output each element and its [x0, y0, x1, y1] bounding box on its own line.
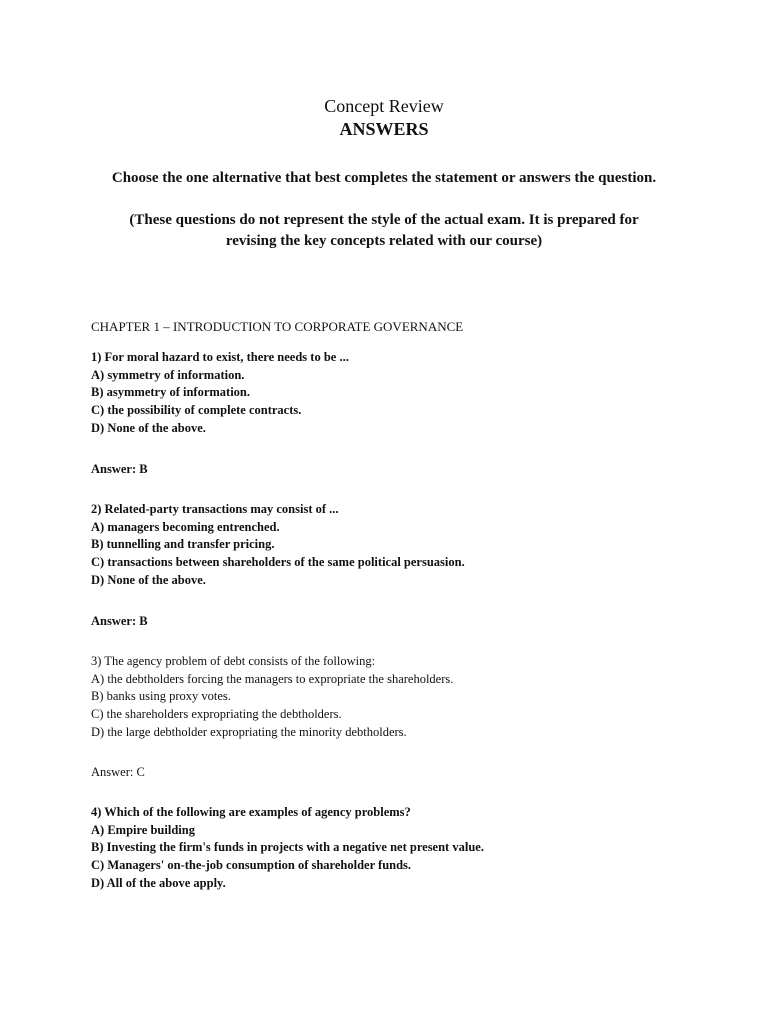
disclaimer-line-1: (These questions do not represent the style of the actual exam. It is prepared for: [129, 212, 639, 228]
disclaimer-line-2: revising the key concepts related with our course): [225, 233, 543, 249]
option-b: B) banks using proxy votes.: [91, 689, 231, 704]
option-d: D) All of the above apply.: [91, 875, 226, 890]
question-stem: 3) The agency problem of debt consists of the following:: [91, 654, 376, 668]
option-c: C) transactions between shareholders of the same political persuasion.: [91, 555, 465, 570]
option-d: D) None of the above.: [91, 572, 206, 587]
question-stem: 1) For moral hazard to exist, there needs to be ...: [91, 350, 349, 364]
option-a: A) the debtholders forcing the managers to expropriate the shareholders.: [91, 671, 454, 686]
question-2: [91, 501, 465, 590]
question-4: [91, 804, 484, 893]
instruction-text: Choose the one alternative that best completes the statement or answers the question.: [111, 170, 657, 186]
disclaimer-note: [80, 210, 688, 252]
question-stem: 2) Related-party transactions may consist of ...: [91, 502, 339, 516]
question-stem: 4) Which of the following are examples of agency problems?: [91, 805, 411, 819]
answer-1: Answer: B: [91, 462, 148, 476]
option-a: A) managers becoming entrenched.: [91, 519, 280, 534]
option-b: B) tunnelling and transfer pricing.: [91, 537, 275, 552]
document-title: Concept Review: [324, 96, 444, 116]
option-c: C) the shareholders expropriating the debtholders.: [91, 707, 342, 722]
option-b: B) Investing the firm's funds in projects with a negative net present value.: [91, 840, 484, 855]
title-block: [0, 95, 768, 141]
answer-3: Answer: C: [91, 765, 145, 779]
option-c: C) Managers' on-the-job consumption of shareholder funds.: [91, 858, 412, 873]
option-c: C) the possibility of complete contracts.: [91, 403, 302, 418]
option-b: B) asymmetry of information.: [91, 385, 250, 400]
option-a: A) symmetry of information.: [91, 367, 245, 382]
chapter-heading: CHAPTER 1 – INTRODUCTION TO CORPORATE GOVERNANCE: [91, 319, 464, 334]
option-d: D) the large debtholder expropriating the minority debtholders.: [91, 724, 407, 739]
question-3: [91, 653, 453, 742]
option-a: A) Empire building: [91, 822, 195, 837]
answer-2: Answer: B: [91, 614, 148, 628]
document-subtitle: ANSWERS: [339, 119, 429, 139]
question-1: [91, 349, 349, 438]
option-d: D) None of the above.: [91, 420, 206, 435]
